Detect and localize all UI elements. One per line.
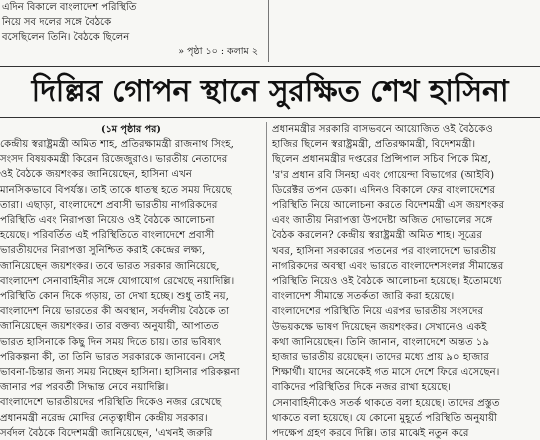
- article-line: বৈঠক করলেন? কেন্দ্রীয় স্বরাষ্ট্রমন্ত্রী অমিত শাহ। সূত্রের: [272, 230, 482, 242]
- article-column-left: [0, 122, 262, 440]
- article-line: ডিরেক্টর তপন ডেকা। এদিনও বিকালে ফের বাংলাদেশের: [272, 184, 496, 196]
- article-line: পদক্ষেপ গ্রহণ করবে দিল্লি। তার মাঝেই নতুন করে: [272, 428, 469, 440]
- snippet-line: বসেছিলেন তিনি। বৈঠকে ছিলেন: [2, 32, 130, 43]
- article-line: বাংলাদেশ সীমান্তে সতর্কতা জারি করা হয়েছে।: [272, 291, 455, 303]
- article-line: জানিয়েছেন জয়শংকর। তার বক্তব্য অনুযায়ী, আপাতত: [0, 321, 219, 333]
- article-line: বাংলাদেশের পরিস্থিতি নিয়ে এরপর ভারতীয় সংসদের: [272, 306, 484, 318]
- article-line: হাজার ভারতীয় রয়েছেন। তাদের মধ্যে প্রায় ৯০ হাজার: [272, 352, 489, 364]
- article-line: হয়েছে। পরিবর্তিত এই পরিস্থিতিতে বাংলাদেশে প্রবাসী: [0, 230, 215, 242]
- article-line: পরিস্থিতি নিয়ে আলোচনা করতে বিদেশমন্ত্রী এস জয়শংকর: [272, 200, 505, 212]
- article-line: কথা জানিয়েছেন। তিনি জানান, বাংলাদেশে অন্তত ১৯: [272, 336, 490, 348]
- article-line: নাগরিকদের অবস্থা এবং ভারতে বাংলাদেশসংলগ্ন সীমান্তের: [272, 260, 504, 272]
- previous-article-snippet: [0, 0, 269, 62]
- article-line: 'র'র প্রধান রবি সিনহা এবং গোয়েন্দা বিভাগের (আইবি): [272, 169, 495, 181]
- article-line: পরিস্থিতি এবং নিরাপত্তা নিয়েও ওই বৈঠকে আলোচনা: [0, 215, 215, 227]
- article-line: তারা। এছাড়া, বাংলাদেশে প্রবাসী ভারতীয় নাগরিকদের: [0, 199, 218, 211]
- article-line: সংসদ বিষয়কমন্ত্রী কিরেন রিজেজুরাও। ভারতীয় নেতাদের: [0, 154, 228, 166]
- article-line: বাংলাদেশ নিয়ে ভারতের কী অবস্থান, সর্বদলীয় বৈঠকে তা: [0, 306, 230, 318]
- article-line: শিক্ষার্থী। যাদের অনেকেই গত মাসে দেশে ফিরে এসেছেন।: [272, 367, 500, 379]
- article-line: ভাবনা-চিন্তার জন্য সময় নিচ্ছেন হাসিনা। হাসিনার পরিকল্পনা: [0, 367, 240, 379]
- article-line: পরিস্থিতি নিয়েও ওই বৈঠকে আলোচনা হয়েছে। ইতোমধ্যে: [272, 276, 502, 288]
- article-line: সেনাবাহিনীকেও সতর্ক থাকতে বলা হয়েছে। তাদের প্রস্তুত: [272, 397, 500, 409]
- article-line: মানসিকভাবে বিপর্যস্ত। তাই তাকে ধাতস্থ হতে সময় দিয়েছে: [0, 184, 232, 196]
- article-line: ছিলেন প্রধানমন্ত্রীর দপ্তরের প্রিন্সিপাল সচিব পিকে মিশ্র,: [272, 154, 491, 166]
- article-line: প্রধানমন্ত্রী নরেন্দ্র মোদির নেতৃত্বাধীন কেন্দ্রীয় সরকার।: [0, 412, 208, 424]
- snippet-line: নিয়ে সব দলের সঙ্গে বৈঠকে: [2, 17, 112, 28]
- article-line: এবং জাতীয় নিরাপত্তা উপদেষ্টা অজিত দোভালের সঙ্গে: [272, 215, 493, 227]
- article-line: পরিস্থিতি কোন দিকে গড়ায়, তা দেখা হচ্ছে। শুধু তাই নয়,: [0, 291, 229, 303]
- article-line: সর্বদল বৈঠকে বিদেশমন্ত্রী জানিয়েছেন, 'এখনই জরুরি: [0, 427, 213, 439]
- article-line: জানার পর পরবর্তী সিদ্ধান্ত নেবে নয়াদিল্লি।: [0, 382, 169, 394]
- article-line: কেন্দ্রীয় স্বরাষ্ট্রমন্ত্রী অমিত শাহ, প্রতিরক্ষামন্ত্রী রাজনাথ সিংহ,: [0, 139, 234, 150]
- article-line: হাজির ছিলেন স্বরাষ্ট্রমন্ত্রী, প্রতিরক্ষামন্ত্রী, বিদেশমন্ত্রী।: [272, 139, 476, 151]
- headline-top-rule: [0, 66, 540, 67]
- article-line: ভারতীয়দের নিরাপত্তা সুনিশ্চিত করাই কেন্দ্রের লক্ষ্য,: [0, 245, 206, 257]
- article-line: ভারত হাসিনাকে কিছু দিন সময় দিতে চায়। তার ভবিষ্যৎ: [0, 336, 222, 348]
- article-line: ওই বৈঠকে জয়শংকর জানিয়েছেন, হাসিনা এখন: [0, 169, 192, 181]
- article-line: পরিকল্পনা কী, তা তিনি ভারত সরকারকে জানাবেন। সেই: [0, 351, 225, 363]
- page-jump-reference: » পৃষ্ঠা ১০ : কলাম ২: [178, 46, 258, 57]
- continued-marker: (১ম পৃষ্ঠার পর): [101, 124, 161, 135]
- article-line: জানিয়েছেন জয়শংকর। তবে ভারত সরকার জানিয়েছে,: [0, 260, 220, 272]
- article-column-right: [272, 122, 540, 440]
- article-line: উভয়কক্ষে ভাষণ দিয়েছেন জয়শংকর। সেখানেও একই: [272, 321, 487, 333]
- snippet-line: এদিন বিকালে বাংলাদেশ পরিস্থিতি: [2, 2, 137, 13]
- article-line: বাংলাদেশ সেনাবাহিনীর সঙ্গে যোগাযোগ রেখেছে নয়াদিল্লি।: [0, 275, 235, 287]
- article-line: বাংলাদেশে ভারতীয়দের পরিস্থিতি দিকেও নজর রেখেছে: [0, 397, 222, 409]
- article-line: খবর, হাসিনা সরকারের পতনের পর বাংলাদেশে ভারতীয়: [272, 245, 497, 257]
- column-divider: [266, 122, 267, 440]
- article-line: বাকিদের পরিস্থিতির দিকে নজর রাখা হয়েছে।: [272, 382, 452, 394]
- article-line: থাকতে বলা হয়েছে। যে কোনো মুহূর্তে পরিস্থিতি অনুযায়ী: [272, 412, 498, 424]
- article-line: প্রধানমন্ত্রীর সরকারি বাসভবনে আয়োজিত ওই বৈঠকেও: [272, 124, 493, 135]
- headline-bottom-rule: [0, 117, 540, 118]
- headline: দিল্লির গোপন স্থানে সুরক্ষিত শেখ হাসিনা: [31, 74, 509, 109]
